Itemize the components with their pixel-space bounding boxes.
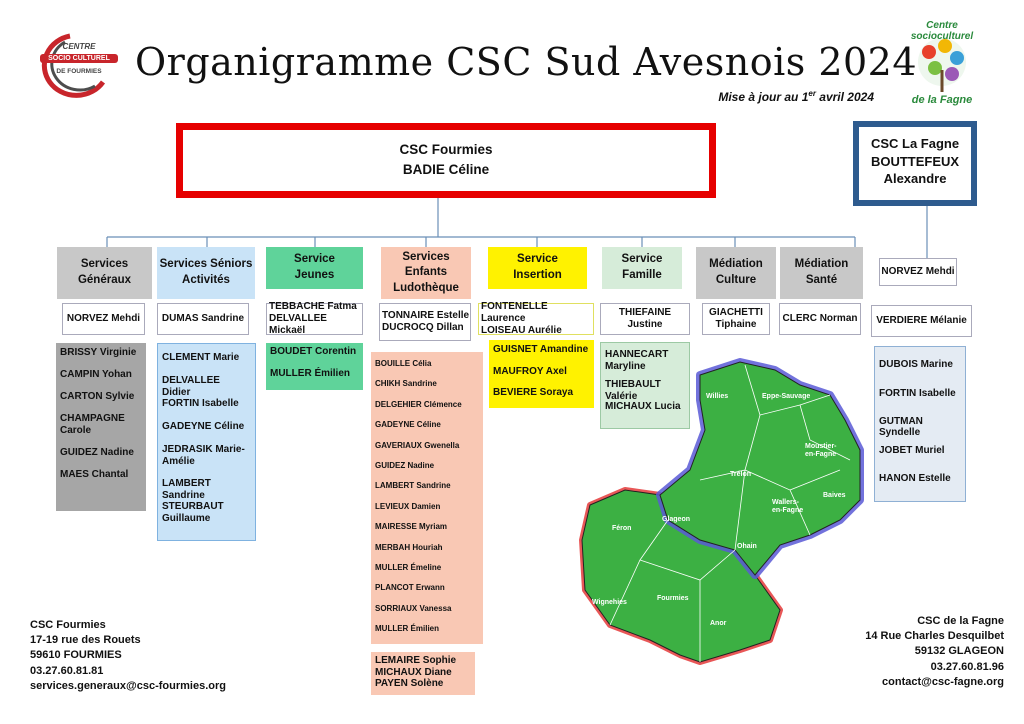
member: CHIKH Sandrine [375,379,437,389]
fagne-director-firstname: Alexandre [883,171,947,187]
member: MAUFROY Axel [493,366,567,377]
page-title: Organigramme CSC Sud Avesnois 2024 [135,40,918,84]
member: MULLER Émilien [375,624,440,634]
address-line: CSC de la Fagne [917,615,1004,627]
member: GADEYNE Céline [375,420,441,430]
member: MULLER Émeline [375,562,442,572]
member: LEMAIRE Sophie [375,655,457,666]
lead-mediation-sante: CLERC Norman [779,303,861,335]
service-header-mediation-culture: Médiation Culture [696,247,776,299]
fagne-lead-2: VERDIERE Mélanie [871,305,972,337]
lead-seniors: DUMAS Sandrine [157,303,249,335]
address-line: CSC Fourmies [30,619,106,631]
member: BRISSY Virginie [60,347,137,358]
member: GADEYNE Céline [162,421,245,432]
member: JEDRASIK Marie- Amélie [162,444,245,467]
service-header-insertion: Service Insertion [488,247,587,289]
member: BOUILLE Célia [375,359,432,368]
map-label-anor: Anor [710,620,727,627]
member: MULLER Émilien [270,368,351,379]
address-line: 03.27.60.81.81 [30,664,104,677]
lead-mediation-culture: GIACHETTI Tiphaine [702,303,770,335]
service-header-generaux: Services Généraux [57,247,152,299]
member: MICHAUX Diane [375,666,452,678]
member: FORTIN Isabelle [162,398,239,409]
lead-famille: THIEFAINE Justine [600,303,690,335]
logo-right-top: Centre socioculturel [910,20,974,42]
csc-fourmies-name: CSC Fourmies [399,142,493,157]
map-label-fourmies: Fourmies [657,595,689,602]
lead-insertion: FONTENELLE Laurence LOISEAU Aurélie [478,303,594,335]
lead-generaux: NORVEZ Mehdi [62,303,145,335]
member: LAMBERT Sandrine [375,481,451,491]
member: BOUDET Corentin [270,346,357,357]
address-line: 17-19 rue des Rouets [30,634,141,647]
member: JOBET Muriel [879,444,945,456]
member: HANON Estelle [879,473,951,484]
logo-right-bottom: de la Fagne [911,94,973,106]
address-line: 59610 FOURMIES [30,649,122,662]
map-label-willies: Willies [706,393,729,400]
map-label-wallers: Wallers-en-Fagne [772,499,804,514]
map-label-baives: Baives [823,492,846,499]
member: MAIRESSE Myriam [375,522,448,532]
member: CAMPIN Yohan [60,369,132,380]
map-label-trelon: Trélon [730,471,752,478]
member: SORRIAUX Vanessa [375,603,452,613]
member: MERBAH Houriah [375,542,443,552]
service-header-seniors: Services Séniors Activités [157,247,255,299]
logo-left-line1: CENTRE [62,42,96,51]
logo-left-line2: SOCIO CULTUREL [40,54,118,63]
address-line: 03.27.60.81.96 [930,660,1004,673]
member: FORTIN Isabelle [879,387,956,399]
member: GUIDEZ Nadine [375,460,435,470]
map-label-wignehies: Wignehies [592,599,627,606]
member: LAMBERT Sandrine [162,478,211,501]
member: DELGEHIER Clémence [375,399,462,409]
member: STEURBAUT Guillaume [162,501,224,524]
member: GAVERIAUX Gwenella [375,440,460,450]
logo-left-line3: DE FOURMIES [56,68,102,75]
service-header-famille: Service Famille [602,247,682,289]
member: BEVIERE Soraya [493,387,574,398]
member: CHAMPAGNE Carole [60,413,125,436]
address-line: 14 Rue Charles Desquilbet [865,630,1004,643]
update-date: Mise à jour au 1er avril 2024 [718,89,874,104]
address-fourmies [30,618,226,694]
member: CLEMENT Marie [162,352,240,363]
service-header-enfants: Services Enfants Ludothèque [381,247,471,299]
map-label-glageon: Glageon [662,516,691,523]
director-name: BADIE Céline [402,161,490,177]
fagne-lead-1: NORVEZ Mehdi [879,258,957,286]
member: THIEBAULT Valérie [605,379,661,402]
member: HANNECART Maryline [605,349,669,372]
map-label-moustier: Moustier-en-Fagne [805,443,837,458]
lead-jeunes: TEBBACHE Fatma DELVALLEE Mickaël [266,303,363,335]
map-label-feron: Féron [612,525,632,532]
member: MAES Chantal [60,469,129,480]
csc-fagne-name: CSC La Fagne [870,136,960,151]
address-line: 59132 GLAGEON [914,645,1004,658]
member: LEVIEUX Damien [375,501,441,511]
address-fagne [865,614,1004,690]
member: CARTON Sylvie [60,391,135,402]
member: GUTMAN Syndelle [879,416,923,438]
member: PLANCOT Erwann [375,583,445,593]
member: DUBOIS Marine [879,359,953,370]
map-label-eppe-sauvage: Eppe-Sauvage [762,393,811,400]
service-header-jeunes: Service Jeunes [266,247,363,289]
member: DELVALLEE Didier [162,375,220,398]
service-header-mediation-sante: Médiation Santé [780,247,863,299]
email-link[interactable]: services.generaux@csc-fourmies.org [30,679,226,692]
member: GUIDEZ Nadine [60,447,134,458]
member: MICHAUX Lucia [605,401,681,412]
fagne-director-lastname: BOUTTEFEUX [870,153,960,169]
member: PAYEN Solène [375,678,444,689]
lead-enfants: TONNAIRE Estelle DUCROCQ Dillan [379,303,471,341]
email-link[interactable]: contact@csc-fagne.org [882,675,1004,688]
map-label-ohain: Ohain [737,543,757,550]
member: GUISNET Amandine [493,344,589,355]
